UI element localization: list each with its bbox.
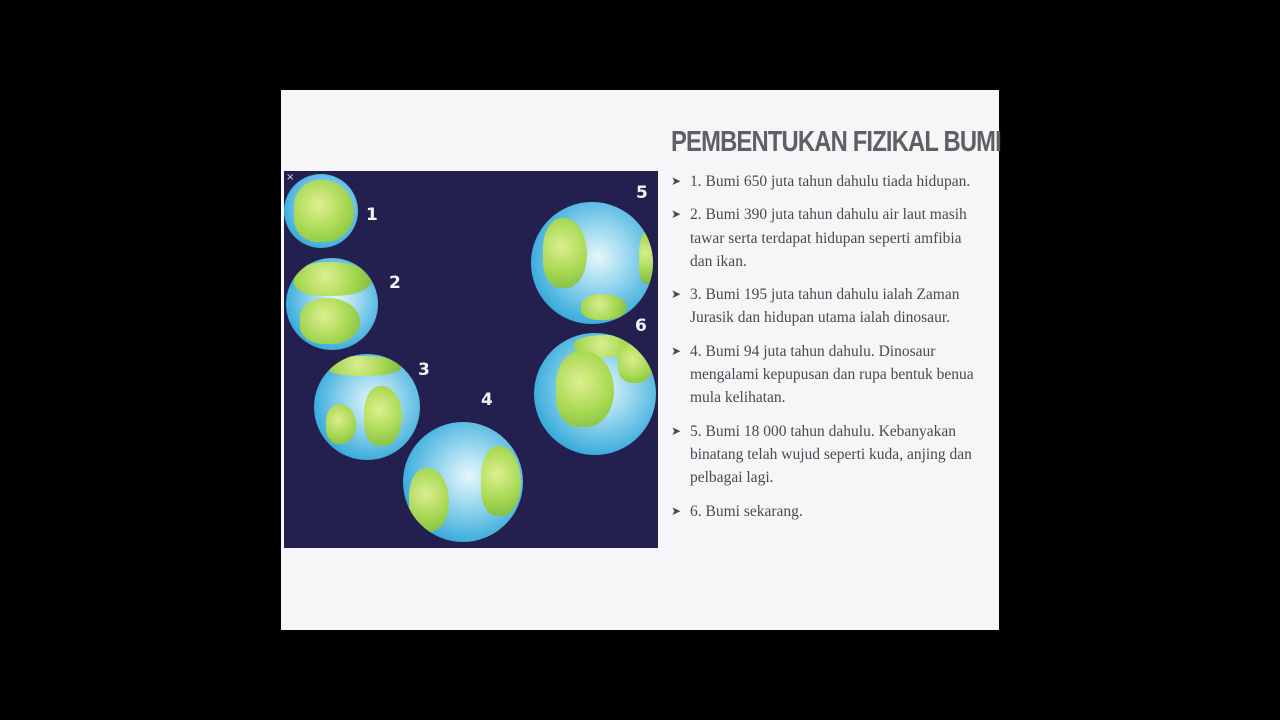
bullet-text: 4. Bumi 94 juta tahun dahulu. Dinosaur mengalami kepupusan dan rupa bentuk benua mula kelihatan. [690, 342, 974, 407]
bullet-item-3 [671, 283, 981, 330]
arrowhead-right-icon: ➤ [671, 174, 682, 188]
land-africa [556, 351, 614, 427]
land-north [294, 262, 372, 296]
land-africa [481, 446, 521, 516]
bullet-item-1 [671, 170, 981, 193]
land-north [328, 356, 402, 376]
globe-label-6: 6 [635, 316, 647, 336]
land-south [300, 298, 360, 344]
land-north-america [543, 218, 587, 288]
land-africa [364, 386, 402, 446]
arrowhead-right-icon: ➤ [671, 207, 682, 222]
land-south-america [409, 468, 449, 532]
globe-label-4: 4 [481, 390, 493, 410]
bullet-item-6 [671, 500, 981, 523]
bullet-item-2 [671, 203, 981, 273]
land-central-america [581, 294, 627, 320]
earth-evolution-figure [284, 171, 658, 548]
pangaea-land [294, 180, 354, 242]
arrowhead-right-icon: ➤ [671, 287, 682, 302]
globe-3 [314, 354, 420, 460]
bullet-list [671, 170, 981, 533]
bullet-text: 5. Bumi 18 000 tahun dahulu. Kebanyakan binatang telah wujud seperti kuda, anjing dan pelbagai lagi. [690, 422, 972, 487]
land-asia [618, 343, 654, 383]
globe-label-1: 1 [366, 205, 378, 225]
globe-label-3: 3 [418, 360, 430, 380]
land-south-america [326, 404, 356, 444]
slide [281, 90, 999, 630]
bullet-text: 1. Bumi 650 juta tahun dahulu tiada hidupan. [690, 173, 971, 190]
bullet-text: 3. Bumi 195 juta tahun dahulu ialah Zaman Jurasik dan hidupan utama ialah dinosaur. [690, 286, 960, 327]
arrowhead-right-icon: ➤ [671, 503, 682, 518]
bullet-item-5 [671, 420, 981, 490]
close-icon[interactable]: × [286, 172, 295, 183]
globe-1 [284, 174, 358, 248]
bullet-item-4 [671, 340, 981, 410]
bullet-text: 6. Bumi sekarang. [690, 502, 803, 520]
arrowhead-right-icon: ➤ [671, 423, 682, 438]
bullet-text: 2. Bumi 390 juta tahun dahulu air laut masih tawar serta terdapat hidupan seperti amfibia dan ikan. [690, 206, 967, 270]
globe-2 [286, 258, 378, 350]
globe-5 [531, 202, 653, 324]
globe-label-2: 2 [389, 273, 401, 293]
land-europe-edge [639, 232, 653, 284]
globe-label-5: 5 [636, 183, 648, 203]
arrowhead-right-icon: ➤ [671, 343, 682, 358]
slide-title: PEMBENTUKAN FIZIKAL BUMI [671, 126, 1001, 158]
globe-4 [403, 422, 523, 542]
globe-6 [534, 333, 656, 455]
